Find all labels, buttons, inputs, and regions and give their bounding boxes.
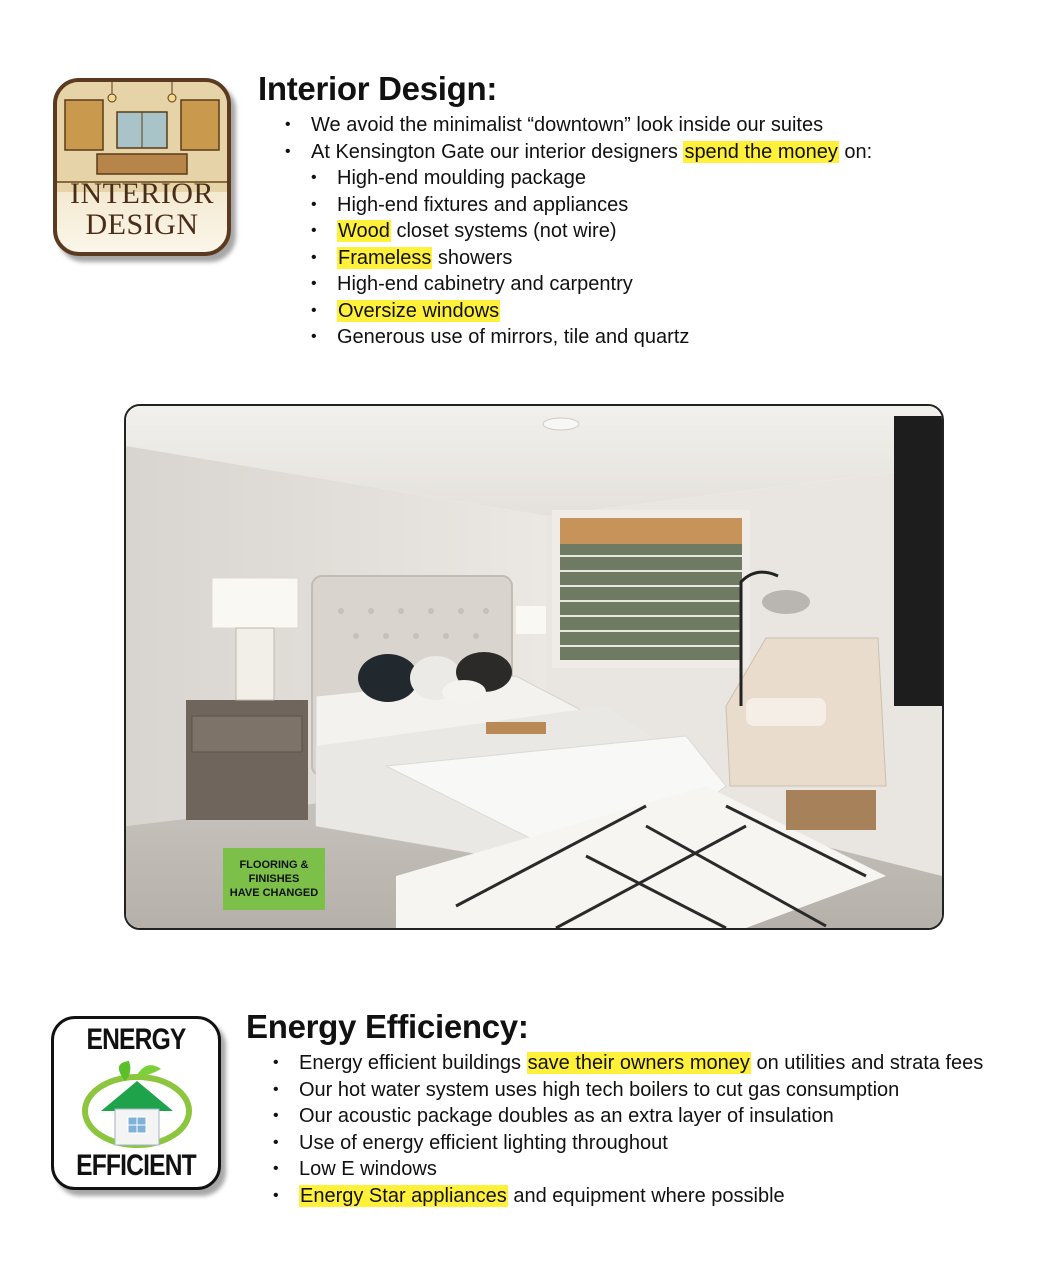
bullet-text: At Kensington Gate our interior designers <box>311 140 684 163</box>
green-house-icon <box>81 1061 193 1151</box>
bedroom-photo <box>124 404 944 930</box>
energy-bullet-item <box>299 1103 983 1130</box>
energy-bullet-item <box>299 1050 983 1077</box>
highlighted-text: Wood <box>338 220 390 242</box>
highlighted-text: spend the money <box>684 140 838 163</box>
bullet-text: High-end cabinetry and carpentry <box>337 273 633 295</box>
interior-sub-bullet-item <box>337 192 689 219</box>
highlighted-text: Frameless <box>338 246 432 269</box>
interior-badge-label <box>57 178 227 240</box>
bullet-text: Energy efficient buildings <box>299 1052 527 1074</box>
energy-bullet-item <box>299 1130 983 1157</box>
interior-sub-bullet-item <box>337 271 689 298</box>
bullet-text: Low E windows <box>299 1158 437 1180</box>
bullet-text: and equipment where possible <box>507 1184 785 1207</box>
energy-bullet-item <box>299 1183 983 1210</box>
interior-bullet-item <box>311 139 872 166</box>
bullet-text: High-end moulding package <box>337 167 587 189</box>
badge-line-interior: INTERIOR <box>70 177 214 210</box>
energy-badge-bottom-label: EFFICIENT <box>76 1149 196 1182</box>
bullet-text: on: <box>838 140 873 163</box>
bullet-text: Our acoustic package doubles as an extra layer of insulation <box>299 1105 834 1127</box>
bullet-text: Generous use of mirrors, tile and quartz <box>337 326 690 348</box>
bullet-text: closet systems (not wire) <box>390 220 617 242</box>
highlighted-text: Oversize windows <box>338 299 500 322</box>
interior-sub-bullet-item <box>337 324 689 351</box>
energy-bullet-list <box>299 1050 983 1209</box>
interior-design-heading: Interior Design: <box>258 70 498 107</box>
bullet-text: showers <box>432 246 513 269</box>
bullet-text: High-end fixtures and appliances <box>337 193 629 216</box>
energy-badge-top-label: ENERGY <box>86 1023 186 1056</box>
interior-sub-bullet-item <box>337 165 689 192</box>
interior-bullet-item <box>311 112 872 139</box>
interior-design-badge <box>53 78 231 256</box>
interior-sub-bullet-item <box>337 218 689 245</box>
interior-sub-bullet-item <box>337 245 689 272</box>
interior-sub-bullet-list <box>337 165 689 351</box>
interior-sub-bullet-item <box>337 298 689 325</box>
highlighted-text: save their owners money <box>527 1052 750 1074</box>
badge-line-design: DESIGN <box>85 208 199 241</box>
bullet-text: We avoid the minimalist “downtown” look inside our suites <box>311 114 824 136</box>
energy-efficiency-heading: Energy Efficiency: <box>246 1008 529 1045</box>
bullet-text: Our hot water system uses high tech boilers to cut gas consumption <box>299 1078 900 1101</box>
bullet-text: on utilities and strata fees <box>750 1052 984 1074</box>
kitchen-sketch-image <box>57 82 227 192</box>
interior-bullet-list <box>311 112 872 165</box>
energy-efficient-badge <box>51 1016 221 1190</box>
flooring-finishes-tag: FLOORING & FINISHES HAVE CHANGED <box>223 848 325 910</box>
energy-bullet-item <box>299 1077 983 1104</box>
bullet-text: Use of energy efficient lighting throughout <box>299 1131 668 1154</box>
energy-bullet-item <box>299 1156 983 1183</box>
highlighted-text: Energy Star appliances <box>300 1184 507 1207</box>
